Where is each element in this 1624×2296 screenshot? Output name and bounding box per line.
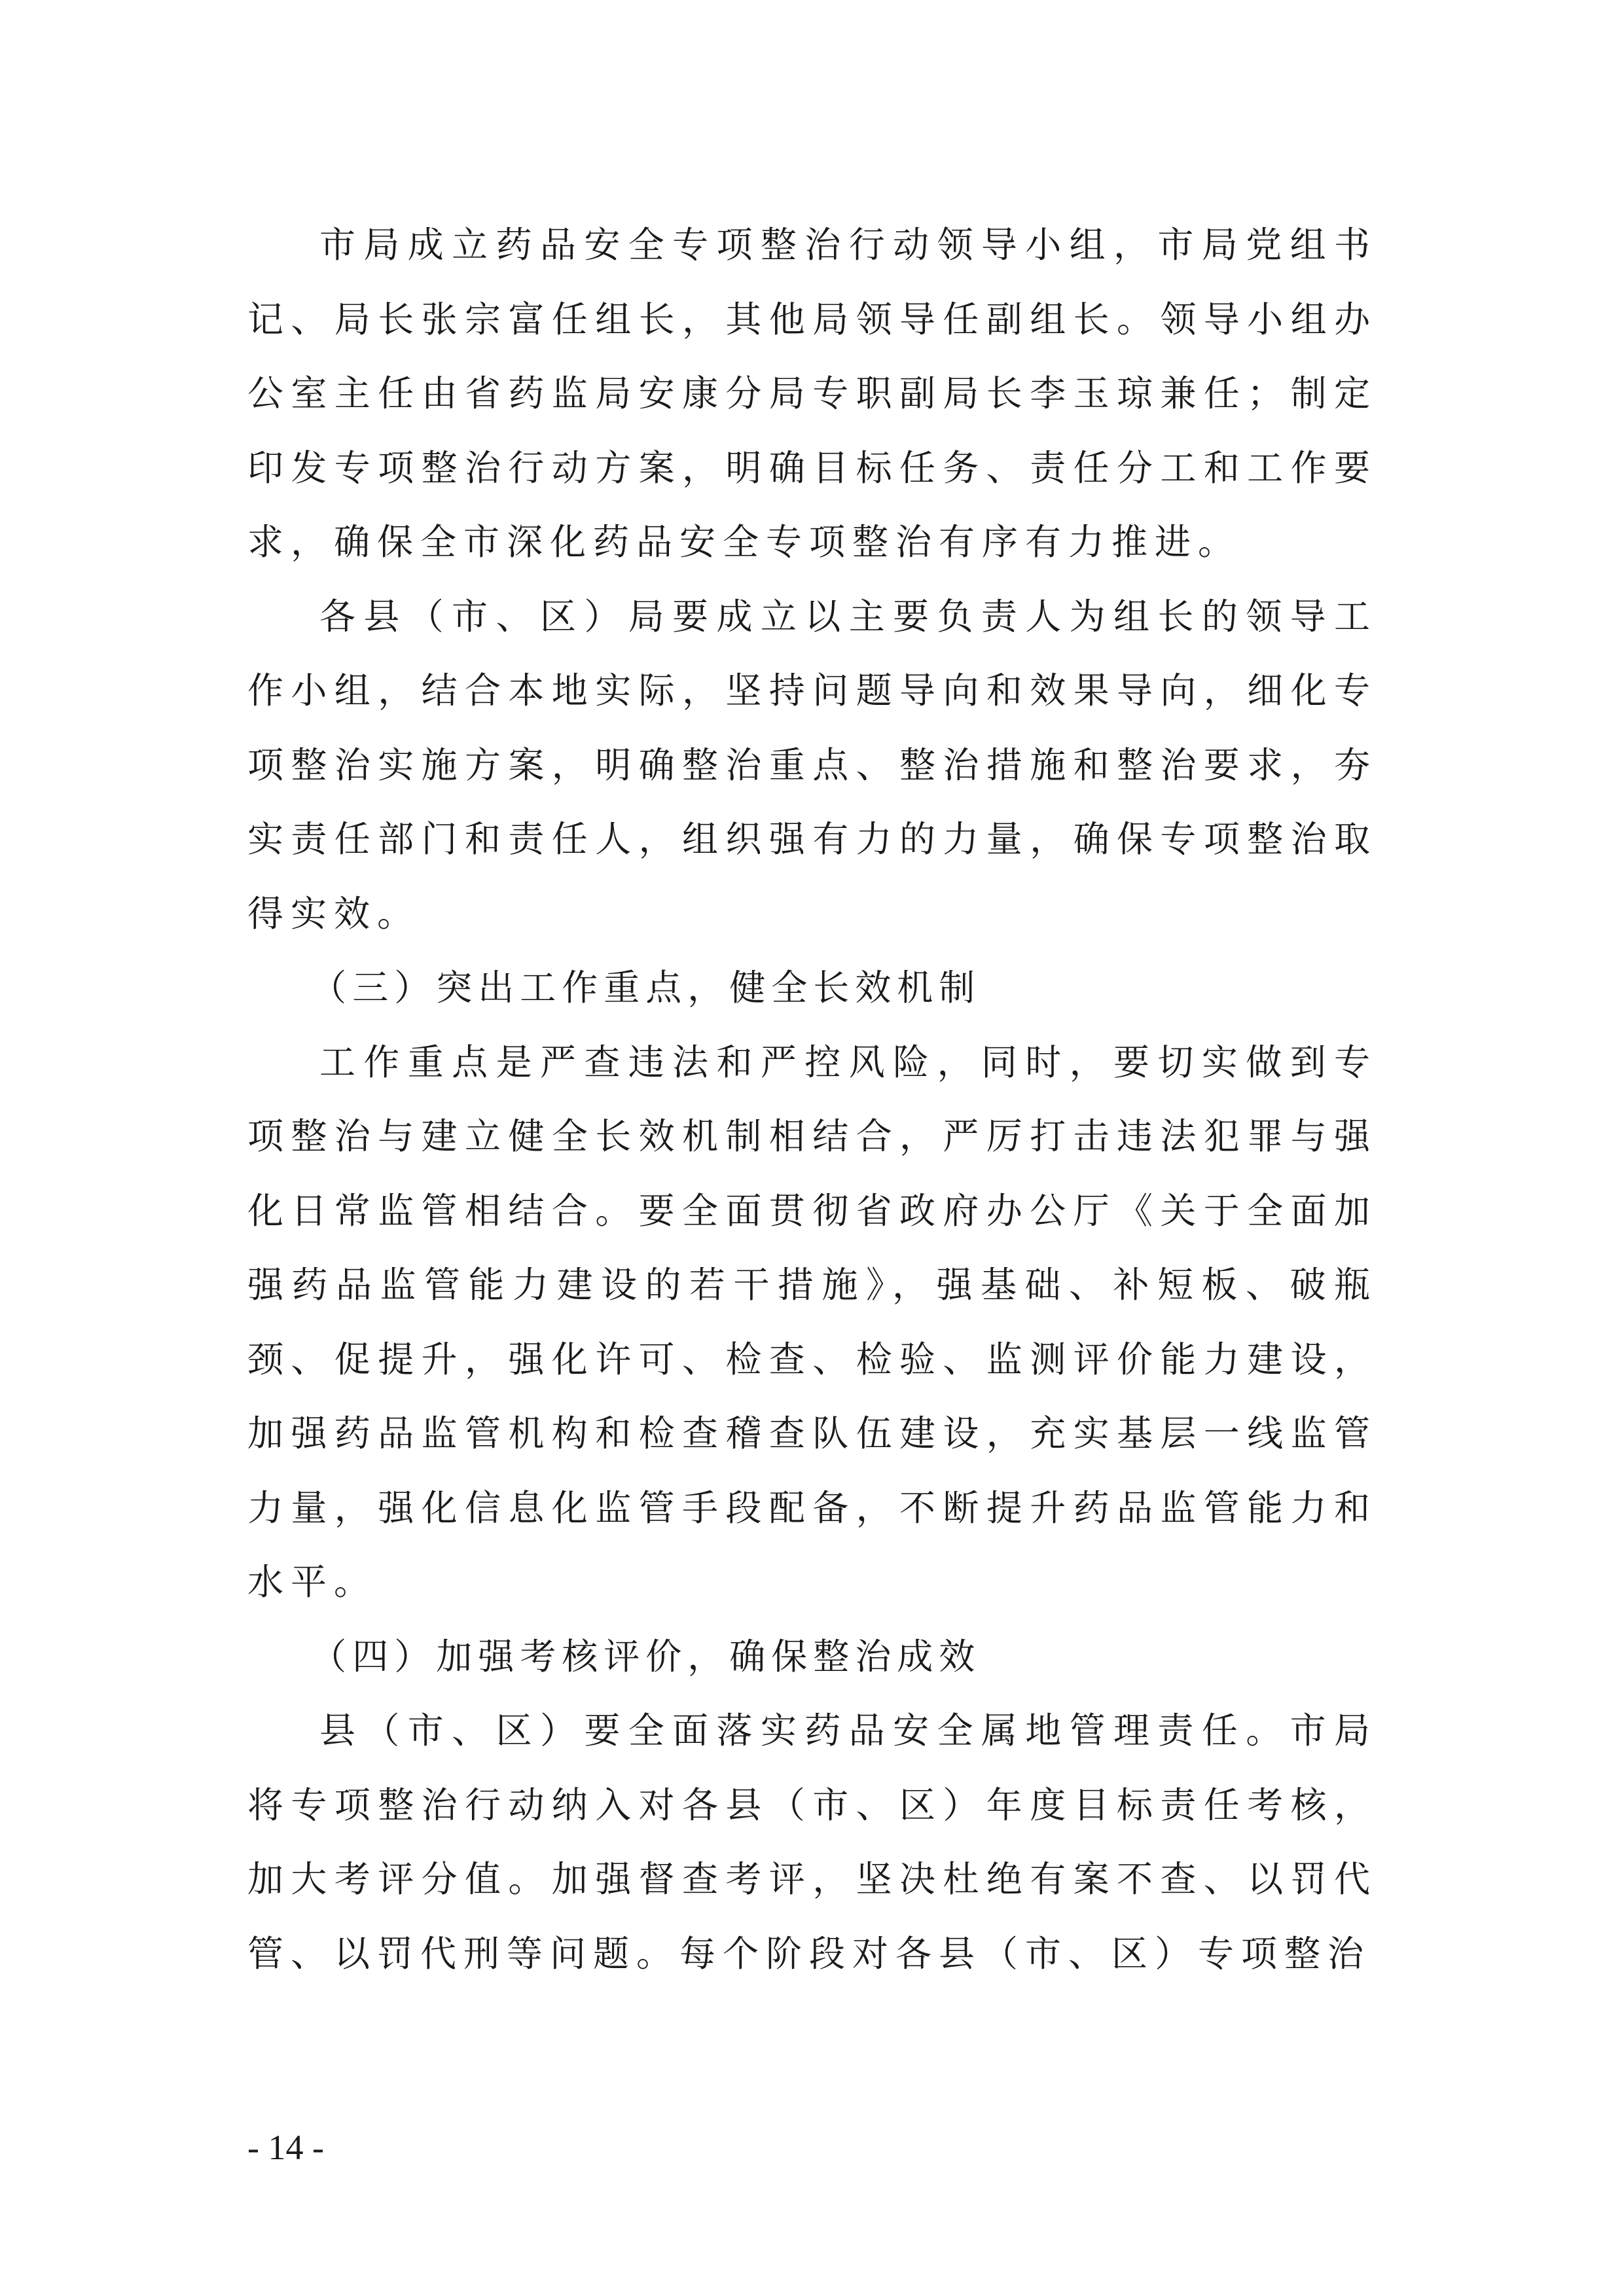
paragraph-county-groups: 各县（市、区）局要成立以主要负责人为组长的领导工作小组，结合本地实际，坚持问题导向和效果导向，细化专项整治实施方案，明确整治重点、整治措施和整治要求，夯实责任部门和责任人，组织强有力的力量，确保专项整治取得实效。 — [247, 595, 1377, 935]
section-heading-three: （三）突出工作重点，健全长效机制 — [310, 967, 981, 1009]
page-number: - 14 - — [247, 2128, 324, 2167]
paragraph-assessment: 县（市、区）要全面落实药品安全属地管理责任。市局将专项整治行动纳入对各县（市、区）年度目标责任考核，加大考评分值。加强督查考评，坚决杜绝有案不查、以罚代管、以罚代刑等问题。每个阶段对各县（市、区）专项整治 — [247, 1710, 1377, 1975]
paragraph-leading-group: 市局成立药品安全专项整治行动领导小组，市局党组书记、局长张宗富任组长，其他局领导任副组长。领导小组办公室主任由省药监局安康分局专职副局长李玉琼兼任；制定印发专项整治行动方案，明确目标任务、责任分工和工作要求，确保全市深化药品安全专项整治有序有力推进。 — [247, 224, 1377, 563]
section-heading-four: （四）加强考核评价，确保整治成效 — [310, 1635, 981, 1677]
document-body — [247, 208, 1377, 1991]
paragraph-work-focus: 工作重点是严查违法和严控风险，同时，要切实做到专项整治与建立健全长效机制相结合，严厉打击违法犯罪与强化日常监管相结合。要全面贯彻省政府办公厅《关于全面加强药品监管能力建设的若干措施》，强基础、补短板、破瓶颈、促提升，强化许可、检查、检验、监测评价能力建设，加强药品监管机构和检查稽查队伍建设，充实基层一线监管力量，强化信息化监管手段配备，不断提升药品监管能力和水平。 — [247, 1041, 1377, 1603]
